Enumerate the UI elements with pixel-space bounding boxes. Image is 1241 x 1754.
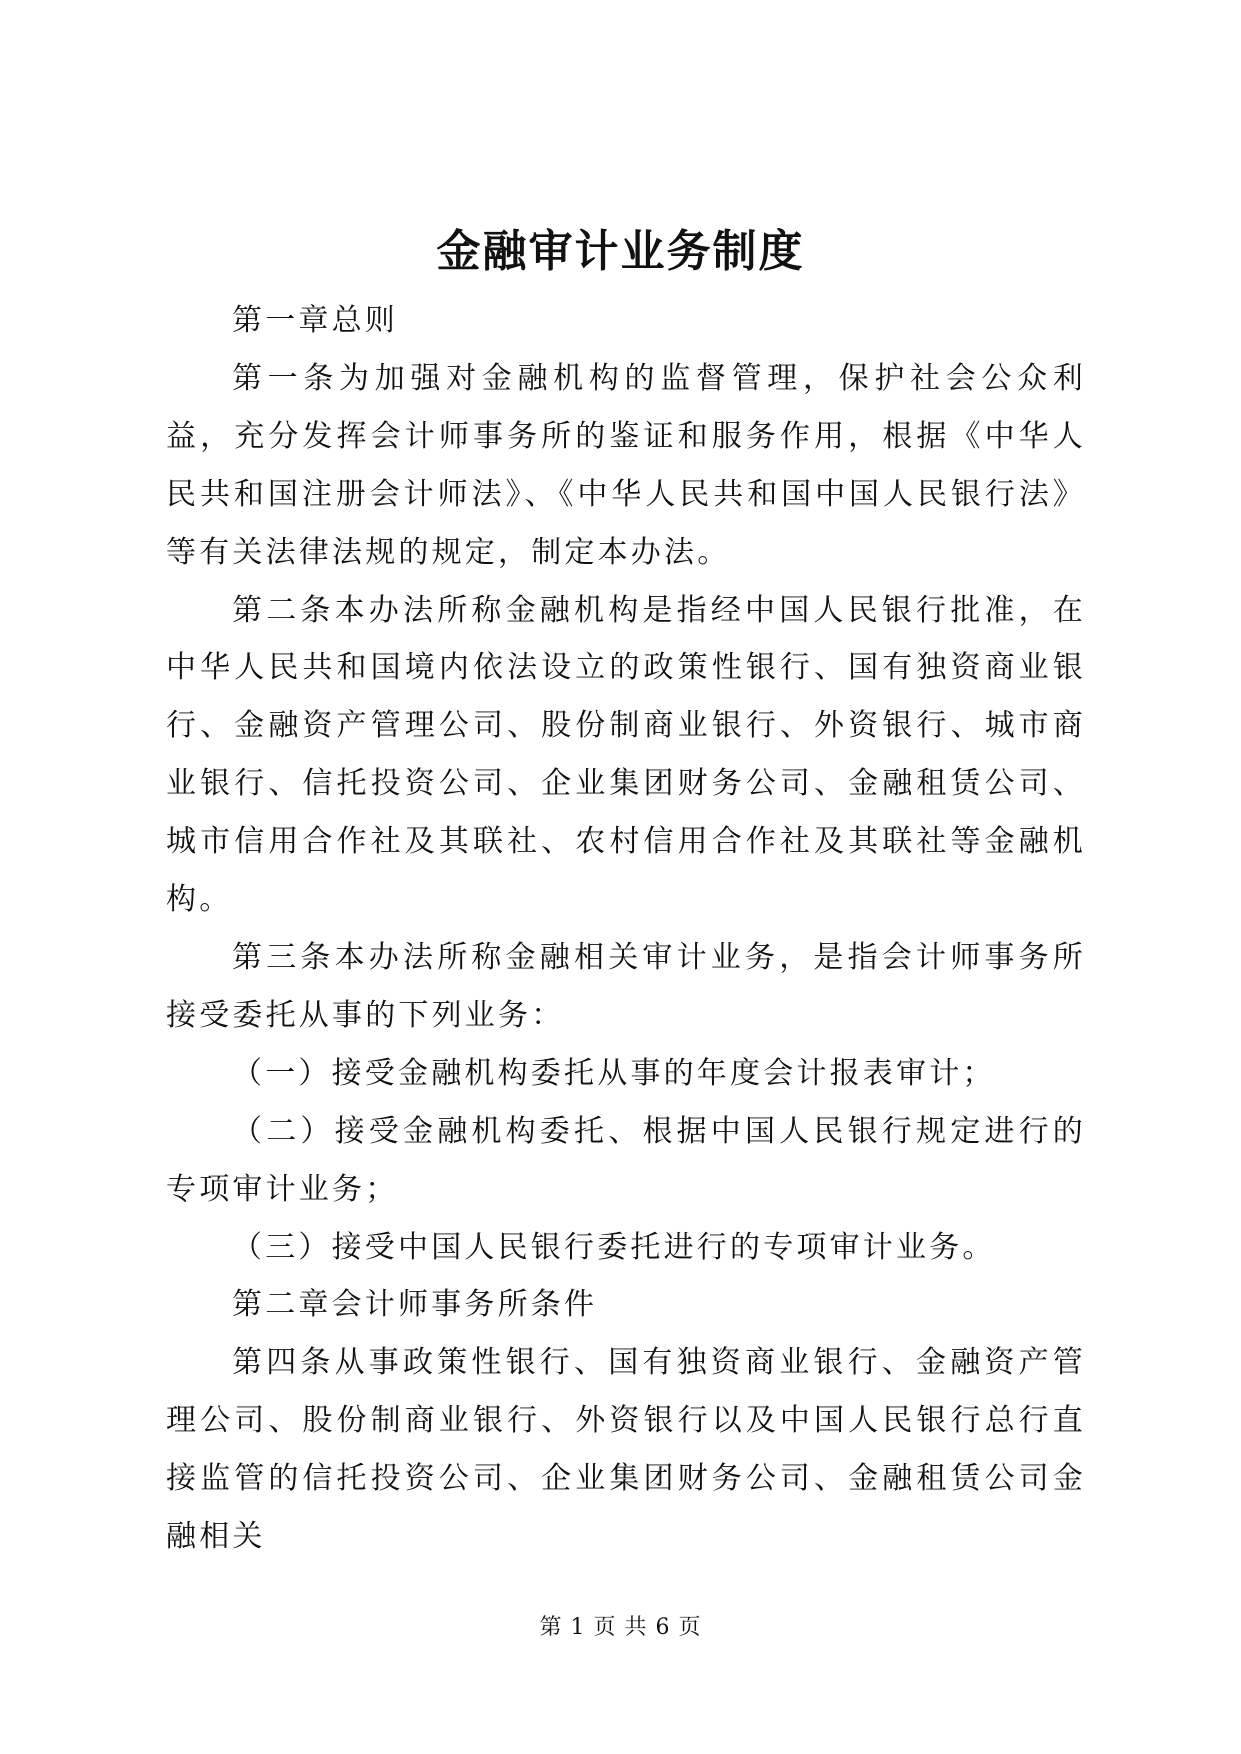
list-item: （一）接受金融机构委托从事的年度会计报表审计； [232,1055,996,1091]
article-paragraph: 第四条从事政策性银行、国有独资商业银行、金融资产管理公司、股份制商业银行、外资银行以及中国人民银行总行直接监管的信托投资公司、企业集团财务公司、金融租赁公司金融相关 [166,1345,1086,1555]
page-footer: 第 1 页 共 6 页 [539,1615,702,1640]
document-body [166,292,1086,1566]
chapter-heading: 第二章会计师事务所条件 [232,1287,598,1323]
document-title: 金融审计业务制度 [436,226,805,277]
list-item: （三）接受中国人民银行委托进行的专项审计业务。 [232,1229,996,1265]
article-paragraph: 第三条本办法所称金融相关审计业务，是指会计师事务所接受委托从事的下列业务： [166,939,1086,1033]
article-paragraph: 第一条为加强对金融机构的监督管理，保护社会公众利益，充分发挥会计师事务所的鉴证和服务作用，根据《中华人民共和国注册会计师法》、《中华人民共和国中国人民银行法》等有关法律法规的规定，制定本办法。 [166,360,1086,570]
chapter-heading: 第一章总则 [232,303,398,338]
article-paragraph: 第二条本办法所称金融机构是指经中国人民银行批准，在中华人民共和国境内依法设立的政策性银行、国有独资商业银行、金融资产管理公司、股份制商业银行、外资银行、城市商业银行、信托投资公司、企业集团财务公司、金融租赁公司、城市信用合作社及其联社、农村信用合作社及其联社等金融机构。 [166,592,1086,918]
list-item: （二）接受金融机构委托、根据中国人民银行规定进行的专项审计业务； [166,1113,1086,1207]
